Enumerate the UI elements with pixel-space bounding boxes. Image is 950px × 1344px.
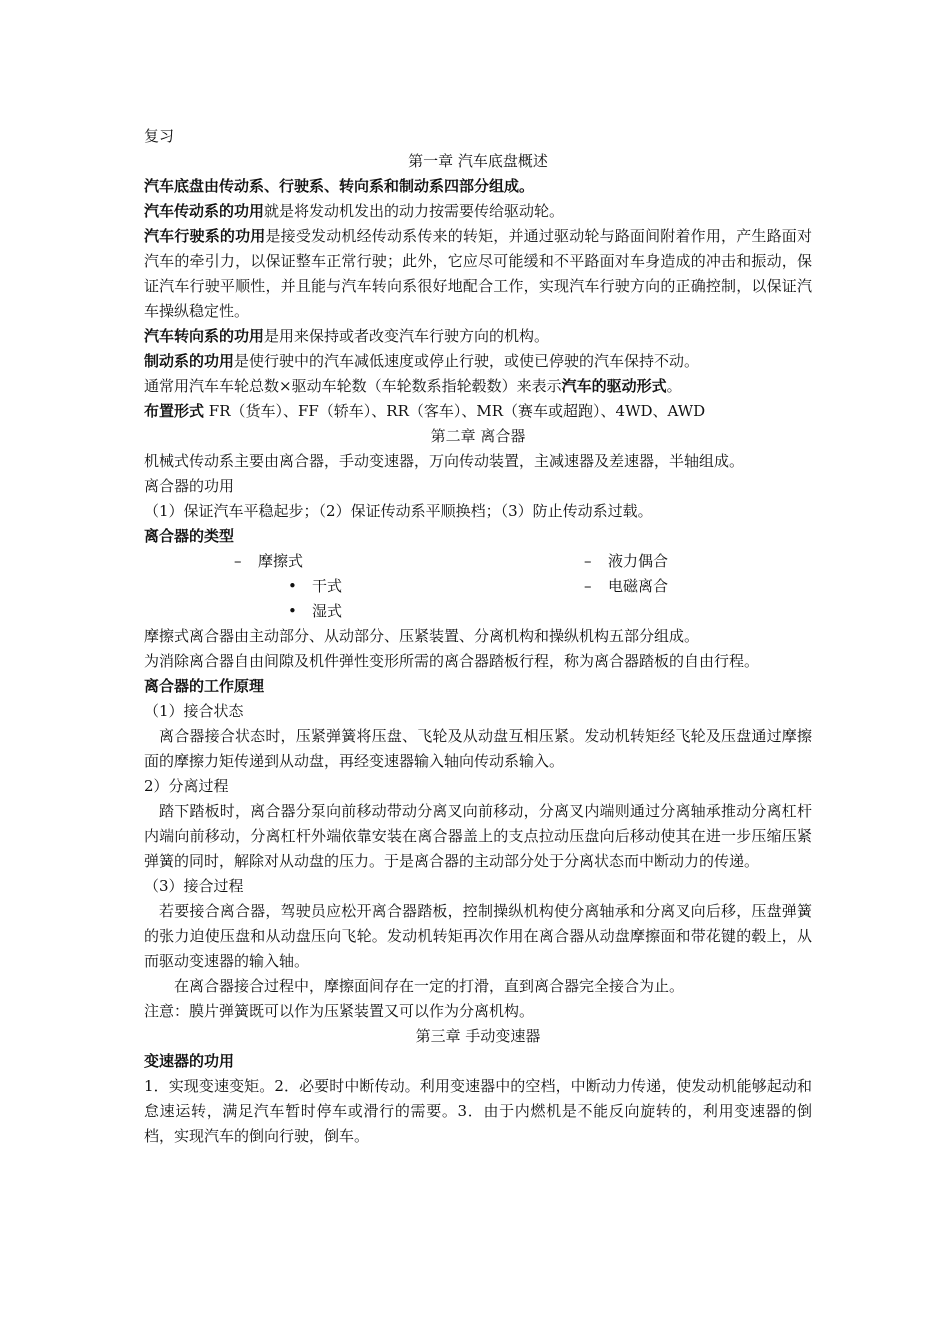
engaged-state-title: （1）接合状态	[144, 702, 244, 720]
chapter-3-heading: 第三章 手动变速器	[415, 1027, 541, 1045]
term: 汽车的驱动形式	[561, 377, 667, 395]
definition: FR（货车）、FF（轿车）、RR（客车）、MR（赛车或超跑）、4WD、AWD	[204, 402, 706, 420]
braking-function	[144, 349, 812, 374]
clutch-function-text: （1）保证汽车平稳起步；（2）保证传动系平顺换档；（3）防止传动系过载。	[144, 502, 653, 520]
type-label: 摩擦式	[258, 552, 304, 570]
chapter-1-heading: 第一章 汽车底盘概述	[408, 152, 548, 170]
running-gear-function	[144, 224, 812, 324]
term: 汽车行驶系的功用	[144, 227, 266, 245]
drive-form-pre: 通常用汽车车轮总数×驱动车轮数（车轮数系指轮毂数）来表示	[144, 377, 562, 395]
bullet-marker: •	[288, 602, 297, 620]
gearbox-function-text: 1．实现变速变矩。2．必要时中断传动。利用变速器中的空档，中断动力传递，使发动机能够起动和怠速运转，满足汽车暂时停车或滑行的需要。3．由于内燃机是不能反向旋转的，利用变速器的倒档，实现汽车的倒向行驶，倒车。	[144, 1077, 812, 1145]
pedal-free-travel: 为消除离合器自由间隙及机件弹性变形所需的离合器踏板行程，称为离合器踏板的自由行程。	[144, 652, 760, 670]
type-label: 湿式	[312, 602, 343, 620]
engaged-state-text: 离合器接合状态时，压紧弹簧将压盘、飞轮及从动盘互相压紧。发动机转矩经飞轮及压盘通过摩擦面的摩擦力矩传递到从动盘，再经变速器输入轴向传动系输入。	[144, 727, 812, 770]
gearbox-function-title: 变速器的功用	[144, 1052, 235, 1070]
separation-title: 2）分离过程	[144, 777, 229, 795]
working-principle-title: 离合器的工作原理	[144, 677, 265, 695]
type-electromagnetic	[584, 574, 668, 599]
term: 制动系的功用	[144, 352, 235, 370]
diaphragm-note: 注意：膜片弹簧既可以作为压紧装置又可以作为分离机构。	[144, 1002, 535, 1020]
chapter-2-heading: 第二章 离合器	[430, 427, 526, 445]
definition: 是使行驶中的汽车减低速度或停止行驶，或使已停驶的汽车保持不动。	[234, 352, 700, 370]
term: 汽车传动系的功用	[144, 202, 265, 220]
term: 布置形式	[144, 402, 205, 420]
type-friction	[234, 549, 303, 574]
type-label: 液力偶合	[608, 552, 669, 570]
definition: 是用来保持或者改变汽车行驶方向的机构。	[264, 327, 550, 345]
doc-title: 复习	[144, 127, 175, 145]
slip-text: 在离合器接合过程中，摩擦面间存在一定的打滑，直到离合器完全接合为止。	[174, 977, 685, 995]
type-label: 电磁离合	[608, 577, 669, 595]
engaging-text: 若要接合离合器，驾驶员应松开离合器踏板，控制操纵机构使分离轴承和分离叉向后移，压盘弹簧的张力迫使压盘和从动盘压向飞轮。发动机转矩再次作用在离合器从动盘摩擦面和带花键的毂上，从而驱动变速器的输入轴。	[144, 902, 812, 970]
dash-marker: –	[584, 577, 592, 595]
clutch-types-title: 离合器的类型	[144, 527, 235, 545]
definition: 是接受发动机经传动系传来的转矩，并通过驱动轮与路面间附着作用，产生路面对汽车的牵引力，以保证整车正常行驶；此外，它应尽可能缓和不平路面对车身造成的冲击和振动，保证汽车行驶平顺性，并且能与汽车转向系很好地配合工作，实现汽车行驶方向的正确控制，以保证汽车操纵稳定性。	[144, 227, 812, 320]
document-body	[144, 124, 812, 1149]
clutch-function-title: 离合器的功用	[144, 477, 235, 495]
dash-marker: –	[584, 552, 592, 570]
separation-text: 踏下踏板时，离合器分泵向前移动带动分离叉向前移动，分离叉内端则通过分离轴承推动分离杠杆内端向前移动，分离杠杆外端依靠安装在离合器盖上的支点拉动压盘向后移动使其在进一步压缩压紧弹簧的同时，解除对从动盘的压力。于是离合器的主动部分处于分离状态而中断动力的传递。	[144, 802, 812, 870]
type-wet	[288, 599, 342, 624]
type-fluid-coupling	[584, 549, 668, 574]
clutch-types-list	[144, 549, 812, 624]
definition: 就是将发动机发出的动力按需要传给驱动轮。	[264, 202, 565, 220]
bullet-marker: •	[288, 577, 297, 595]
drive-form-post: 。	[666, 377, 682, 395]
drive-form	[144, 374, 812, 399]
layout-forms	[144, 399, 812, 424]
friction-clutch-parts: 摩擦式离合器由主动部分、从动部分、压紧装置、分离机构和操纵机构五部分组成。	[144, 627, 700, 645]
dash-marker: –	[234, 552, 242, 570]
type-dry	[288, 574, 342, 599]
drivetrain-intro: 机械式传动系主要由离合器，手动变速器，万向传动装置，主减速器及差速器，半轴组成。	[144, 452, 745, 470]
type-label: 干式	[312, 577, 343, 595]
chassis-summary: 汽车底盘由传动系、行驶系、转向系和制动系四部分组成。	[144, 177, 535, 195]
engaging-title: （3）接合过程	[144, 877, 244, 895]
steering-function	[144, 324, 812, 349]
term: 汽车转向系的功用	[144, 327, 265, 345]
transmission-function	[144, 199, 812, 224]
